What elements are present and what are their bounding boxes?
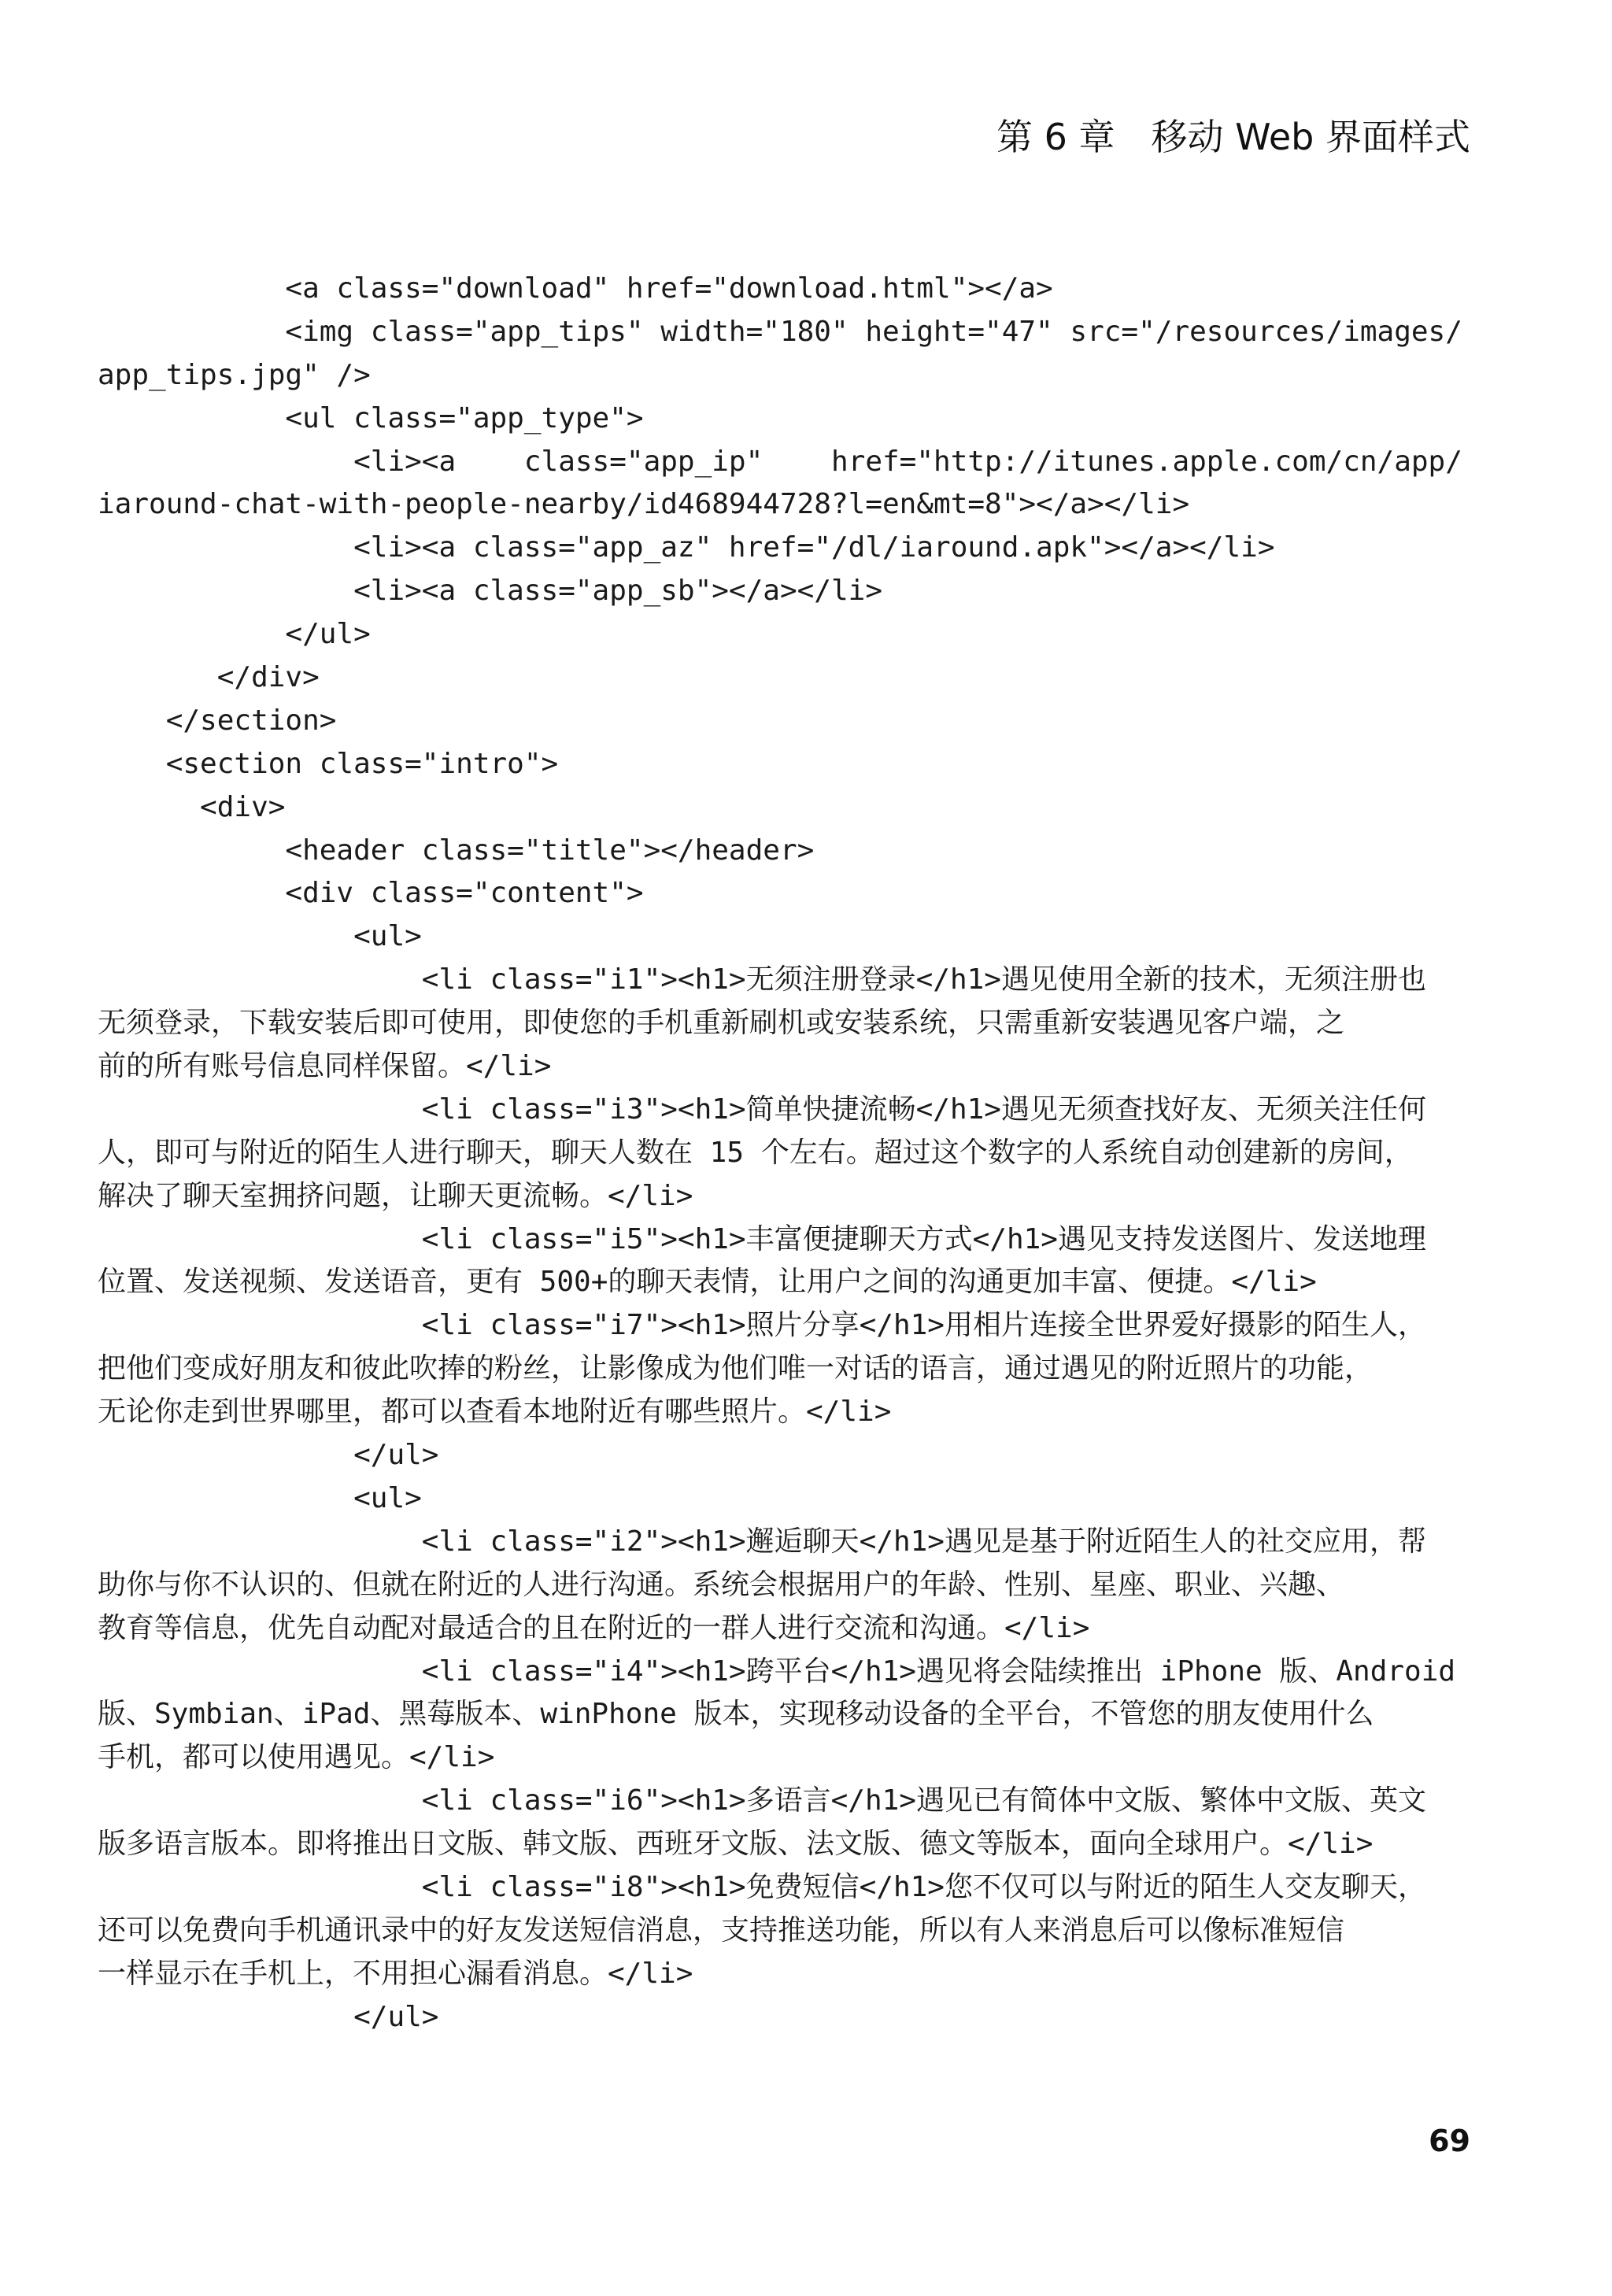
code-line: <li><a class="app_sb"></a></li>: [98, 575, 882, 608]
code-line: <img class="app_tips" width="180" height="47" src="/resources/images/: [98, 315, 1462, 348]
code-line: <ul>: [98, 1481, 422, 1514]
code-line: 还可以免费向手机通讯录中的好友发送短信消息，支持推送功能，所以有人来消息后可以像标准短信: [98, 1913, 1345, 1947]
code-listing: [98, 268, 1475, 2039]
code-line: <section class="intro">: [98, 747, 559, 780]
code-line: 人，即可与附近的陌生人进行聊天，聊天人数在 15 个左右。超过这个数字的人系统自动创建新的房间，: [98, 1136, 1413, 1169]
code-line: <li><a class="app_az" href="/dl/iaround.apk"></a></li>: [98, 531, 1275, 564]
code-line: 无须登录，下载安装后即可使用，即使您的手机重新刷机或安装系统，只需重新安装遇见客户端，之: [98, 1007, 1345, 1040]
code-line: <li class="i6"><h1>多语言</h1>遇见已有简体中文版、繁体中文版、英文: [98, 1784, 1426, 1817]
code-line: 版、Symbian、iPad、黑莓版本、winPhone 版本，实现移动设备的全平台，不管您的朋友使用什么: [98, 1698, 1374, 1731]
code-line: <li class="i5"><h1>丰富便捷聊天方式</h1>遇见支持发送图片、发送地理: [98, 1222, 1426, 1255]
code-line: 前的所有账号信息同样保留。</li>: [98, 1050, 552, 1083]
code-line: <li class="i3"><h1>简单快捷流畅</h1>遇见无须查找好友、无须关注任何: [98, 1093, 1426, 1126]
code-line: 无论你走到世界哪里，都可以查看本地附近有哪些照片。</li>: [98, 1396, 892, 1429]
code-line: <div>: [98, 790, 286, 823]
code-line: <li class="i2"><h1>邂逅聊天</h1>遇见是基于附近陌生人的社交应用，帮: [98, 1525, 1426, 1558]
code-line: 位置、发送视频、发送语音，更有 500+的聊天表情，让用户之间的沟通更加丰富、便捷。</li>: [98, 1266, 1317, 1299]
code-line: <header class="title"></header>: [98, 834, 815, 867]
code-line: 把他们变成好朋友和彼此吹捧的粉丝，让影像成为他们唯一对话的语言，通过遇见的附近照片的功能，: [98, 1352, 1374, 1385]
code-line: 助你与你不认识的、但就在附近的人进行沟通。系统会根据用户的年龄、性别、星座、职业、兴趣、: [98, 1568, 1345, 1601]
code-line: 一样显示在手机上，不用担心漏看消息。</li>: [98, 1957, 693, 1990]
code-line: </ul>: [98, 618, 371, 651]
code-line: </div>: [98, 661, 320, 694]
code-line: 手机，都可以使用遇见。</li>: [98, 1741, 495, 1774]
code-line: <ul class="app_type">: [98, 401, 644, 434]
code-line: 解决了聊天室拥挤问题，让聊天更流畅。</li>: [98, 1179, 693, 1212]
code-line: <li class="i4"><h1>跨平台</h1>遇见将会陆续推出 iPhone 版、Android: [98, 1655, 1456, 1688]
code-line: app_tips.jpg" />: [98, 358, 371, 391]
code-line: <li class="i1"><h1>无须注册登录</h1>遇见使用全新的技术，无须注册也: [98, 963, 1426, 996]
code-line: <li class="i8"><h1>免费短信</h1>您不仅可以与附近的陌生人交友聊天，: [98, 1870, 1426, 1903]
chapter-header: 第 6 章 移动 Web 界面样式: [996, 116, 1470, 158]
page-number: 69: [1429, 2124, 1470, 2158]
code-line: <li class="i7"><h1>照片分享</h1>用相片连接全世界爱好摄影的陌生人，: [98, 1309, 1426, 1342]
code-line: <ul>: [98, 920, 422, 953]
code-line: 版多语言版本。即将推出日文版、韩文版、西班牙文版、法文版、德文等版本，面向全球用户。</li>: [98, 1828, 1374, 1861]
code-line: </section>: [98, 704, 337, 737]
code-line: 教育等信息，优先自动配对最适合的且在附近的一群人进行交流和沟通。</li>: [98, 1611, 1090, 1644]
code-line: <div class="content">: [98, 877, 644, 910]
code-line: iaround-chat-with-people-nearby/id468944728?l=en&mt=8"></a></li>: [98, 488, 1190, 521]
code-line: <a class="download" href="download.html"></a>: [98, 272, 1053, 305]
code-line: <li><a class="app_ip" href="http://itunes.apple.com/cn/app/: [98, 445, 1462, 478]
code-line: </ul>: [98, 1439, 439, 1472]
code-line: </ul>: [98, 2000, 439, 2033]
